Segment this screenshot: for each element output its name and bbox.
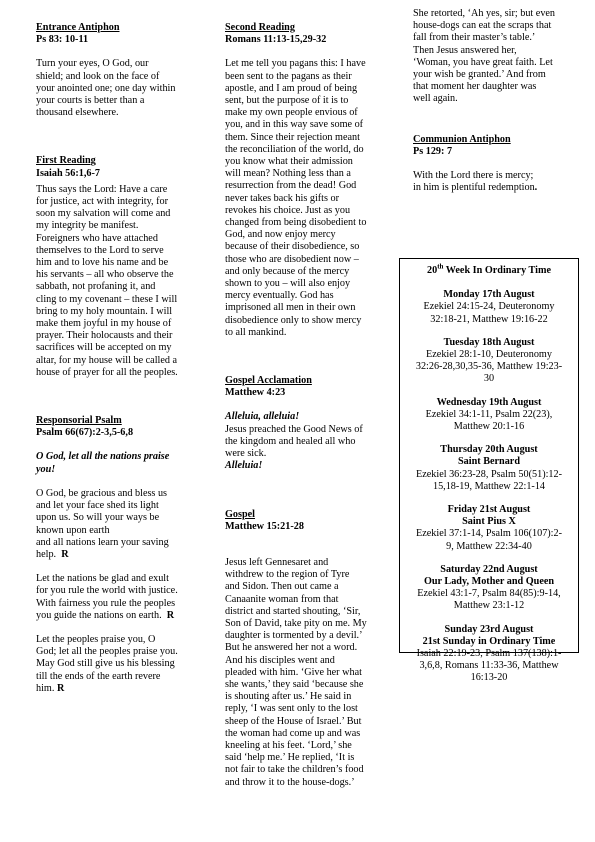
text-line: fall from their master’s table.’: [413, 32, 536, 44]
text-line: been sent to the pagans as their: [225, 70, 352, 82]
text-line: sheep of the House of Israel.’ But: [225, 715, 362, 727]
text-line: that moment her daughter was: [413, 81, 537, 93]
text-line: to all mankind.: [225, 326, 287, 338]
text-line: sent, but the purpose of it is to: [225, 95, 349, 107]
text-line: O God, let all the nations praise: [36, 451, 170, 463]
response-marker: R: [56, 682, 65, 694]
day-name: Monday 17th August: [443, 289, 535, 301]
text-line: With the Lord there is mercy;: [413, 170, 534, 182]
text-line: sabbath, not profaning it, and: [36, 281, 156, 293]
text-line: the kingdom and healed all who: [225, 435, 356, 447]
text-line: and let your face shed its light: [36, 500, 159, 512]
text-line: cling to my covenant – these I will: [36, 293, 178, 305]
week-title: [400, 262, 578, 277]
reading-line: 30: [483, 373, 495, 385]
reading-line: 32:26-28,30,35-36, Matthew 19:23-: [415, 361, 563, 373]
section-reference: Isaiah 56:1,6-7: [36, 167, 100, 179]
text-line: [36, 683, 198, 695]
section-heading: Gospel: [225, 508, 256, 520]
reading-line: 16:13-20: [470, 672, 508, 684]
gospel-text: [225, 557, 380, 789]
text-line: she wants,’ they said ‘because she: [225, 678, 364, 690]
gospel-acclamation-text: [225, 411, 380, 472]
feast-name: 21st Sunday in Ordinary Time: [422, 635, 556, 647]
text-fragment: help.: [36, 548, 57, 560]
text-line: make my own people envious of: [225, 107, 358, 119]
section-heading: Entrance Antiphon: [36, 22, 120, 33]
reading-line: 9, Matthew 22:34-40: [446, 540, 532, 552]
text-line: revokes his choice. Just as you: [225, 204, 351, 216]
text-line: house of prayer for all the peoples.: [36, 366, 178, 378]
text-line: sacrifices will be accepted on my: [36, 342, 172, 354]
feast-name: Our Lady, Mother and Queen: [423, 576, 555, 588]
text-line: never takes back his gifts or: [225, 192, 340, 204]
text-line: With fairness you rule the peoples: [36, 597, 176, 609]
communion-antiphon-text: [413, 170, 568, 194]
text-line: well again.: [413, 93, 458, 105]
reading-line: Isaiah 22:19-23, Psalm 137(138):1-: [416, 648, 562, 660]
text-fragment: .: [534, 182, 538, 194]
text-line: Jesus left Gennesaret and: [225, 556, 329, 568]
text-line: God; let all the peoples praise you.: [36, 646, 178, 658]
reading-line: Matthew 23:1-12: [453, 600, 525, 612]
text-line: Let me tell you pagans this: I have: [225, 58, 366, 70]
communion-antiphon-header: [413, 134, 568, 158]
day-entry: [400, 337, 578, 386]
day-name: Sunday 23rd August: [444, 623, 534, 635]
text-line: said ‘help me.’ He replied, ‘It is: [225, 752, 355, 764]
text-line: themselves to the Lord to serve: [36, 244, 164, 256]
response-marker: R: [61, 548, 69, 560]
section-heading: Second Reading: [225, 22, 295, 33]
week-title-text: Week In Ordinary Time: [443, 265, 551, 276]
text-line: shield; and look on the face of: [36, 70, 160, 82]
day-entry: [400, 444, 578, 493]
section-reference: Matthew 15:21-28: [225, 520, 304, 532]
text-line: pleaded with him. ‘Give her what: [225, 666, 362, 678]
text-line: daughter is tormented by a devil.’: [225, 630, 363, 642]
response-marker: R: [166, 609, 175, 621]
feast-name: Saint Pius X: [462, 516, 516, 528]
text-line: [36, 610, 198, 622]
text-fragment: you guide the nations on earth.: [36, 609, 162, 621]
text-line: your wish be granted.’ And from: [413, 69, 546, 81]
alleluia-line: Alleluia!: [225, 460, 263, 472]
text-line: May God still give us his blessing: [36, 658, 175, 670]
text-line: make them joyful in my house of: [36, 318, 172, 330]
text-line: prayer. Their holocausts and their: [36, 330, 173, 342]
text-line: And his disciples went and: [225, 654, 335, 666]
text-line: altar, for my house will be called a: [36, 354, 178, 366]
text-line: will mean? Nothing less than a: [225, 168, 351, 180]
text-line: [36, 549, 198, 561]
first-reading-header: [36, 155, 198, 179]
reading-line: Matthew 20:1-16: [453, 421, 525, 433]
psalm-stanza: [36, 634, 198, 695]
section-reference: Ps 83: 10-11: [36, 34, 89, 46]
day-entry: [400, 289, 578, 326]
day-entry: [400, 504, 578, 553]
text-fragment: him.: [36, 682, 55, 694]
text-line: them. Since their rejection meant: [225, 131, 360, 143]
reading-line: 3,6,8, Romans 11:33-36, Matthew: [419, 660, 559, 672]
gospel-acclamation-header: [225, 375, 380, 399]
text-line: shown to you – will also enjoy: [225, 278, 351, 290]
section-heading: First Reading: [36, 155, 96, 167]
text-line: and all nations learn your saving: [36, 536, 169, 548]
text-line: reply, ‘I was sent only to the lost: [225, 703, 358, 715]
text-line: changed from being disobedient to: [225, 217, 367, 229]
text-line: the reconciliation of the world, do: [225, 143, 364, 155]
section-heading: Communion Antiphon: [413, 133, 511, 145]
text-line: those who are disobedient now –: [225, 253, 359, 265]
day-name: Friday 21st August: [447, 504, 531, 516]
day-entry: [400, 397, 578, 434]
text-line: house-dogs can eat the scraps that: [413, 20, 552, 32]
reading-line: 32:18-21, Matthew 19:16-22: [430, 313, 548, 325]
entrance-antiphon-text: [36, 58, 198, 119]
text-line: and throw it to the house-dogs.’: [225, 776, 355, 788]
text-line: Let the peoples praise you, O: [36, 633, 156, 645]
text-line: Let the nations be glad and exult: [36, 573, 169, 585]
day-entry: [400, 564, 578, 613]
reading-line: Ezekiel 36:23-28, Psalm 50(51):12-: [416, 468, 562, 480]
text-line: mercy eventually. God has: [225, 290, 334, 302]
text-line: your anointed one; one day within: [36, 82, 176, 94]
text-line: thousand elsewhere.: [36, 107, 119, 119]
day-name: Tuesday 18th August: [443, 336, 535, 348]
text-line: Turn your eyes, O God, our: [36, 58, 149, 70]
reading-line: Ezekiel 43:1-7, Psalm 84(85):9-14,: [417, 588, 561, 600]
second-reading-header: [225, 22, 380, 46]
text-line: soon my salvation will come and: [36, 208, 171, 220]
text-line: Jesus preached the Good News of: [225, 423, 363, 435]
reading-line: 15,18-19, Matthew 22:1-14: [432, 480, 546, 492]
gospel-header: [225, 509, 380, 533]
text-line: resurrection from the dead! God: [225, 180, 357, 192]
text-line: disobedience only to show mercy: [225, 314, 362, 326]
column-2: [225, 22, 380, 789]
text-line: for justice, act with integrity, for: [36, 196, 169, 208]
week-number-suffix: th: [437, 262, 444, 271]
text-line: imprisoned all men in their own: [225, 302, 356, 314]
alleluia-line: Alleluia, alleluia!: [225, 411, 300, 423]
text-line: your courts is better than a: [36, 95, 145, 107]
text-line: not fair to take the children’s food: [225, 764, 364, 776]
section-reference: Romans 11:13-15,29-32: [225, 34, 327, 46]
text-line: withdrew to the region of Tyre: [225, 569, 350, 581]
text-line: But he answered her not a word.: [225, 642, 358, 654]
text-line: were sick.: [225, 448, 267, 460]
text-line: his servants – all who observe the: [36, 269, 174, 281]
text-line: [413, 182, 568, 194]
text-line: for you rule the world with justice.: [36, 585, 178, 597]
text-line: upon us. So will your ways be: [36, 512, 160, 524]
text-line: ‘Woman, you have great faith. Let: [413, 56, 553, 68]
psalm-stanza: [36, 488, 198, 561]
text-fragment: in him is plentiful redemption: [413, 182, 535, 194]
text-line: the woman had come up and was: [225, 727, 361, 739]
text-line: apostle, and I am proud of being: [225, 82, 358, 94]
first-reading-text: [36, 184, 198, 379]
text-line: God, and now enjoy mercy: [225, 229, 336, 241]
reading-line: Ezekiel 37:1-14, Psalm 106(107):2-: [416, 528, 562, 540]
day-name: Saturday 22nd August: [440, 563, 538, 575]
week-number: 20: [427, 265, 438, 276]
text-line: bring to my holy mountain. I will: [36, 305, 173, 317]
reading-line: Ezekiel 34:1-11, Psalm 22(23),: [425, 408, 553, 420]
text-line: and Sidon. Then out came a: [225, 581, 339, 593]
day-name: Wednesday 19th August: [436, 396, 542, 408]
text-line: Foreigners who have attached: [36, 232, 158, 244]
reading-line: Ezekiel 24:15-24, Deuteronomy: [423, 301, 555, 313]
second-reading-text: [225, 58, 380, 339]
day-name: Thursday 20th August: [440, 444, 538, 456]
text-line: Son of David, take pity on me. My: [225, 617, 367, 629]
text-line: Canaanite woman from that: [225, 593, 339, 605]
reading-line: Ezekiel 28:1-10, Deuteronomy: [426, 349, 552, 361]
section-reference: Psalm 66(67):2-3,5-6,8: [36, 427, 134, 439]
gospel-continuation-text: [413, 8, 568, 106]
text-line: you know what their admission: [225, 156, 353, 168]
section-reference: Matthew 4:23: [225, 387, 286, 399]
text-line: She retorted, ‘Ah yes, sir; but even: [413, 8, 556, 19]
text-line: known upon earth: [36, 524, 110, 536]
responsorial-psalm-header: [36, 415, 198, 439]
text-line: till the ends of the earth revere: [36, 670, 161, 682]
text-line: Then Jesus answered her,: [413, 44, 517, 56]
entrance-antiphon-header: [36, 22, 198, 46]
column-1: [36, 22, 198, 695]
text-line: my integrity be manifest.: [36, 220, 139, 232]
text-line: O God, be gracious and bless us: [36, 487, 167, 499]
text-line: you!: [36, 463, 56, 475]
psalm-stanza: [36, 573, 198, 622]
text-line: kneeling at his feet. ‘Lord,’ she: [225, 739, 352, 751]
section-heading: Gospel Acclamation: [225, 375, 312, 387]
text-line: district and started shouting, ‘Sir,: [225, 605, 361, 617]
section-reference: Ps 129: 7: [413, 145, 453, 157]
text-line: because of their disobedience, so: [225, 241, 360, 253]
text-line: him and to love his name and be: [36, 257, 169, 269]
column-3: [413, 8, 568, 194]
text-line: is shouting after us.’ He said in: [225, 691, 352, 703]
day-entry: [400, 624, 578, 685]
feast-name: Saint Bernard: [458, 456, 520, 468]
text-line: Thus says the Lord: Have a care: [36, 183, 168, 195]
psalm-response: [36, 451, 198, 475]
text-line: you, and in this way save some of: [225, 119, 364, 131]
weekly-readings-box: [399, 258, 579, 684]
section-heading: Responsorial Psalm: [36, 415, 122, 427]
text-line: and only because of the mercy: [225, 265, 350, 277]
